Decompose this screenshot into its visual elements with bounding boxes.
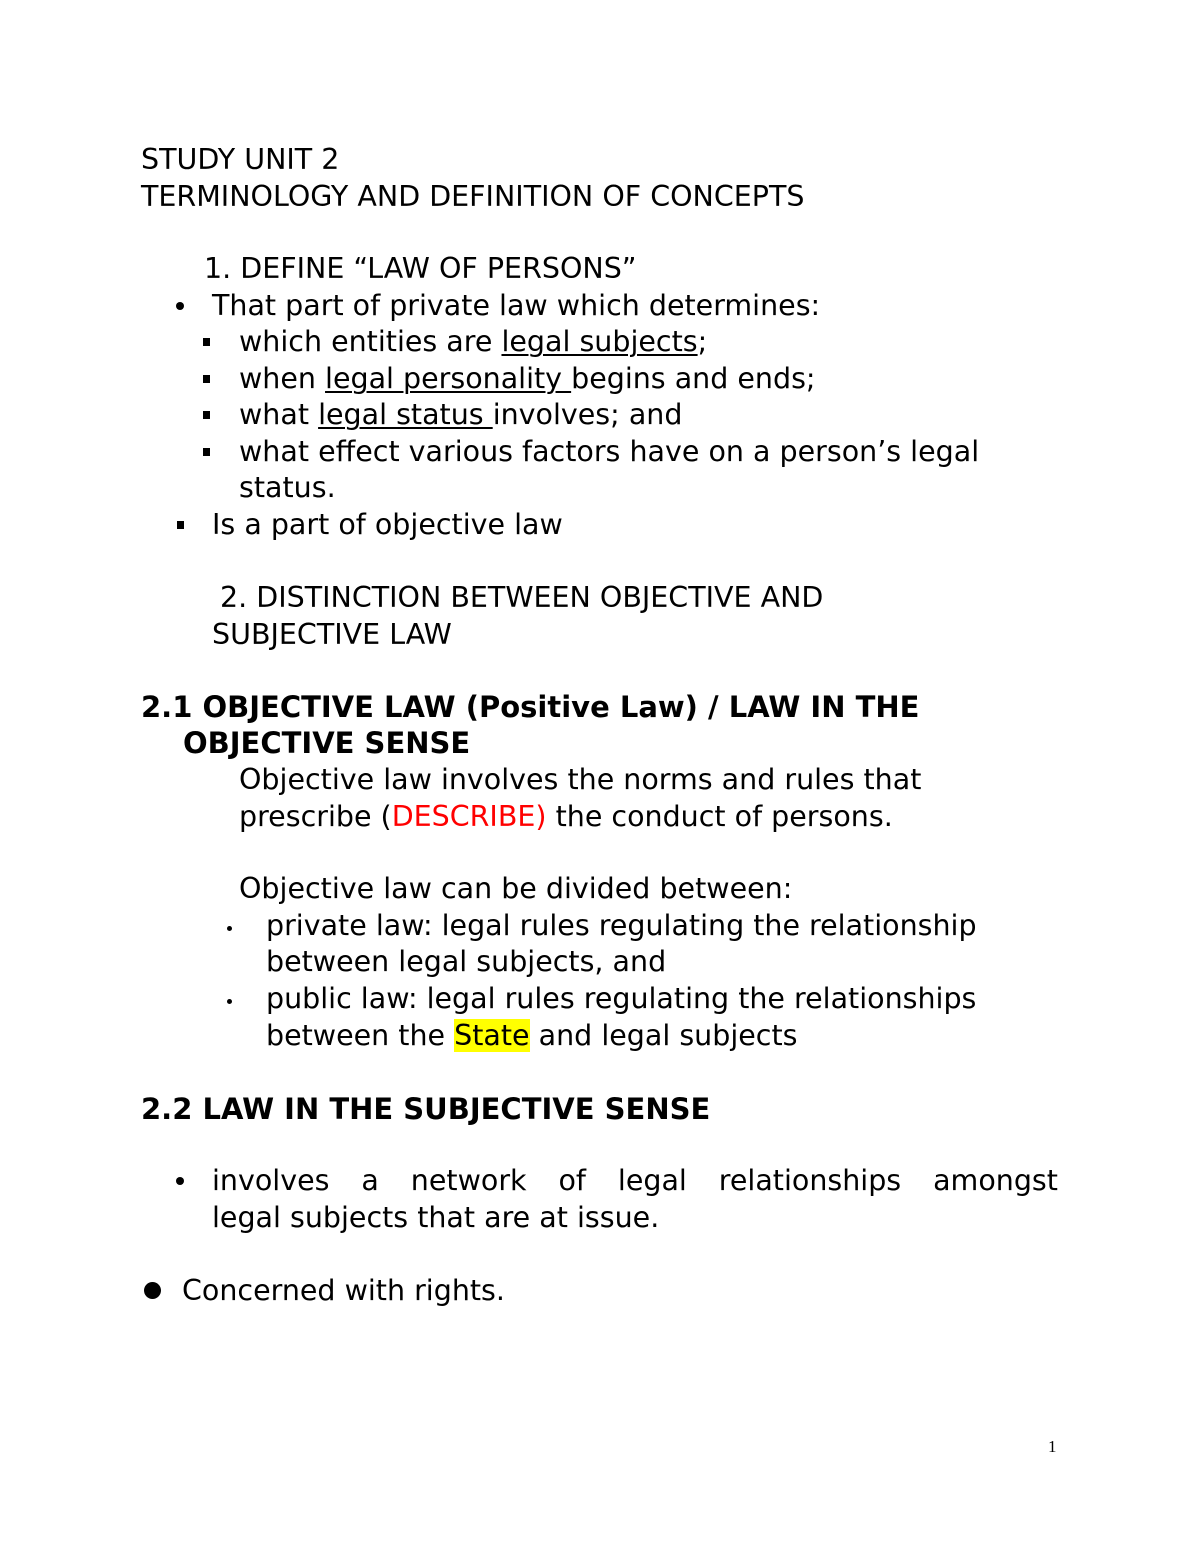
public-text-post: and legal subjects xyxy=(529,1019,798,1052)
square-bullet-icon xyxy=(177,521,184,529)
item-text-pre: when xyxy=(239,362,326,395)
section2-1-heading-line1: 2.1 OBJECTIVE LAW (Positive Law) / LAW IN THE xyxy=(141,690,920,724)
list-item-effect-line2: status. xyxy=(239,471,336,504)
private-law-line2: between legal subjects, and xyxy=(266,945,667,978)
large-bullet-icon xyxy=(144,1282,161,1299)
section2-heading-line1: 2. DISTINCTION BETWEEN OBJECTIVE AND xyxy=(220,581,824,614)
list-item-effect-line1: what effect various factors have on a person’s legal xyxy=(239,435,980,468)
item-text-post: begins and ends; xyxy=(571,362,816,395)
square-bullet-icon xyxy=(203,411,210,419)
justified-word: a xyxy=(361,1164,379,1197)
round-bullet-icon xyxy=(176,1177,184,1185)
justified-word: relationships xyxy=(718,1164,902,1197)
state-highlighted-text: State xyxy=(454,1019,530,1052)
objective-law-para1-line2 xyxy=(239,799,893,835)
public-law-line1: public law: legal rules regulating the relationships xyxy=(266,982,977,1015)
square-bullet-icon xyxy=(203,375,210,383)
objective-law-para2: Objective law can be divided between: xyxy=(239,872,793,905)
justified-word: amongst xyxy=(933,1164,1058,1197)
section2-heading-line2: SUBJECTIVE LAW xyxy=(212,618,452,651)
section1-note: Is a part of objective law xyxy=(212,508,563,541)
public-text-pre: between the xyxy=(266,1019,455,1052)
list-item-legal-personality xyxy=(239,361,816,397)
item-text-post: involves; and xyxy=(492,398,683,431)
justified-word: of xyxy=(558,1164,586,1197)
term-legal-personality: legal personality xyxy=(325,362,572,395)
describe-red-text: DESCRIBE) xyxy=(391,800,547,833)
objective-law-para1-line1: Objective law involves the norms and rules that xyxy=(239,763,922,796)
justified-word: involves xyxy=(212,1164,330,1197)
item-text-pre: what xyxy=(239,398,319,431)
section1-heading: 1. DEFINE “LAW OF PERSONS” xyxy=(204,252,637,285)
square-bullet-icon xyxy=(203,448,210,456)
small-bullet-icon xyxy=(227,926,232,931)
para-text-post: the conduct of persons. xyxy=(546,800,893,833)
concerned-with-rights: Concerned with rights. xyxy=(182,1274,505,1307)
list-item-legal-subjects xyxy=(239,324,707,360)
page-number: 1 xyxy=(1048,1437,1057,1456)
subjective-law-line1 xyxy=(212,1163,1058,1199)
subjective-law-line2: legal subjects that are at issue. xyxy=(212,1201,660,1234)
public-law-line2 xyxy=(266,1018,797,1054)
term-legal-subjects: legal subjects xyxy=(501,325,698,358)
justified-word: network xyxy=(410,1164,527,1197)
round-bullet-icon xyxy=(176,302,184,310)
section1-intro: That part of private law which determines: xyxy=(212,289,821,322)
item-text-post: ; xyxy=(697,325,708,358)
section2-1-heading-line2: OBJECTIVE SENSE xyxy=(183,726,471,760)
section2-2-heading: 2.2 LAW IN THE SUBJECTIVE SENSE xyxy=(141,1092,711,1126)
list-item-legal-status xyxy=(239,397,682,433)
title-terminology: TERMINOLOGY AND DEFINITION OF CONCEPTS xyxy=(141,180,805,213)
term-legal-status: legal status xyxy=(318,398,493,431)
small-bullet-icon xyxy=(227,999,232,1004)
private-law-line1: private law: legal rules regulating the relationship xyxy=(266,909,977,942)
square-bullet-icon xyxy=(203,338,210,346)
title-study-unit: STUDY UNIT 2 xyxy=(141,143,340,176)
justified-word: legal xyxy=(617,1164,687,1197)
item-text-pre: which entities are xyxy=(239,325,502,358)
para-text-pre: prescribe ( xyxy=(239,800,392,833)
